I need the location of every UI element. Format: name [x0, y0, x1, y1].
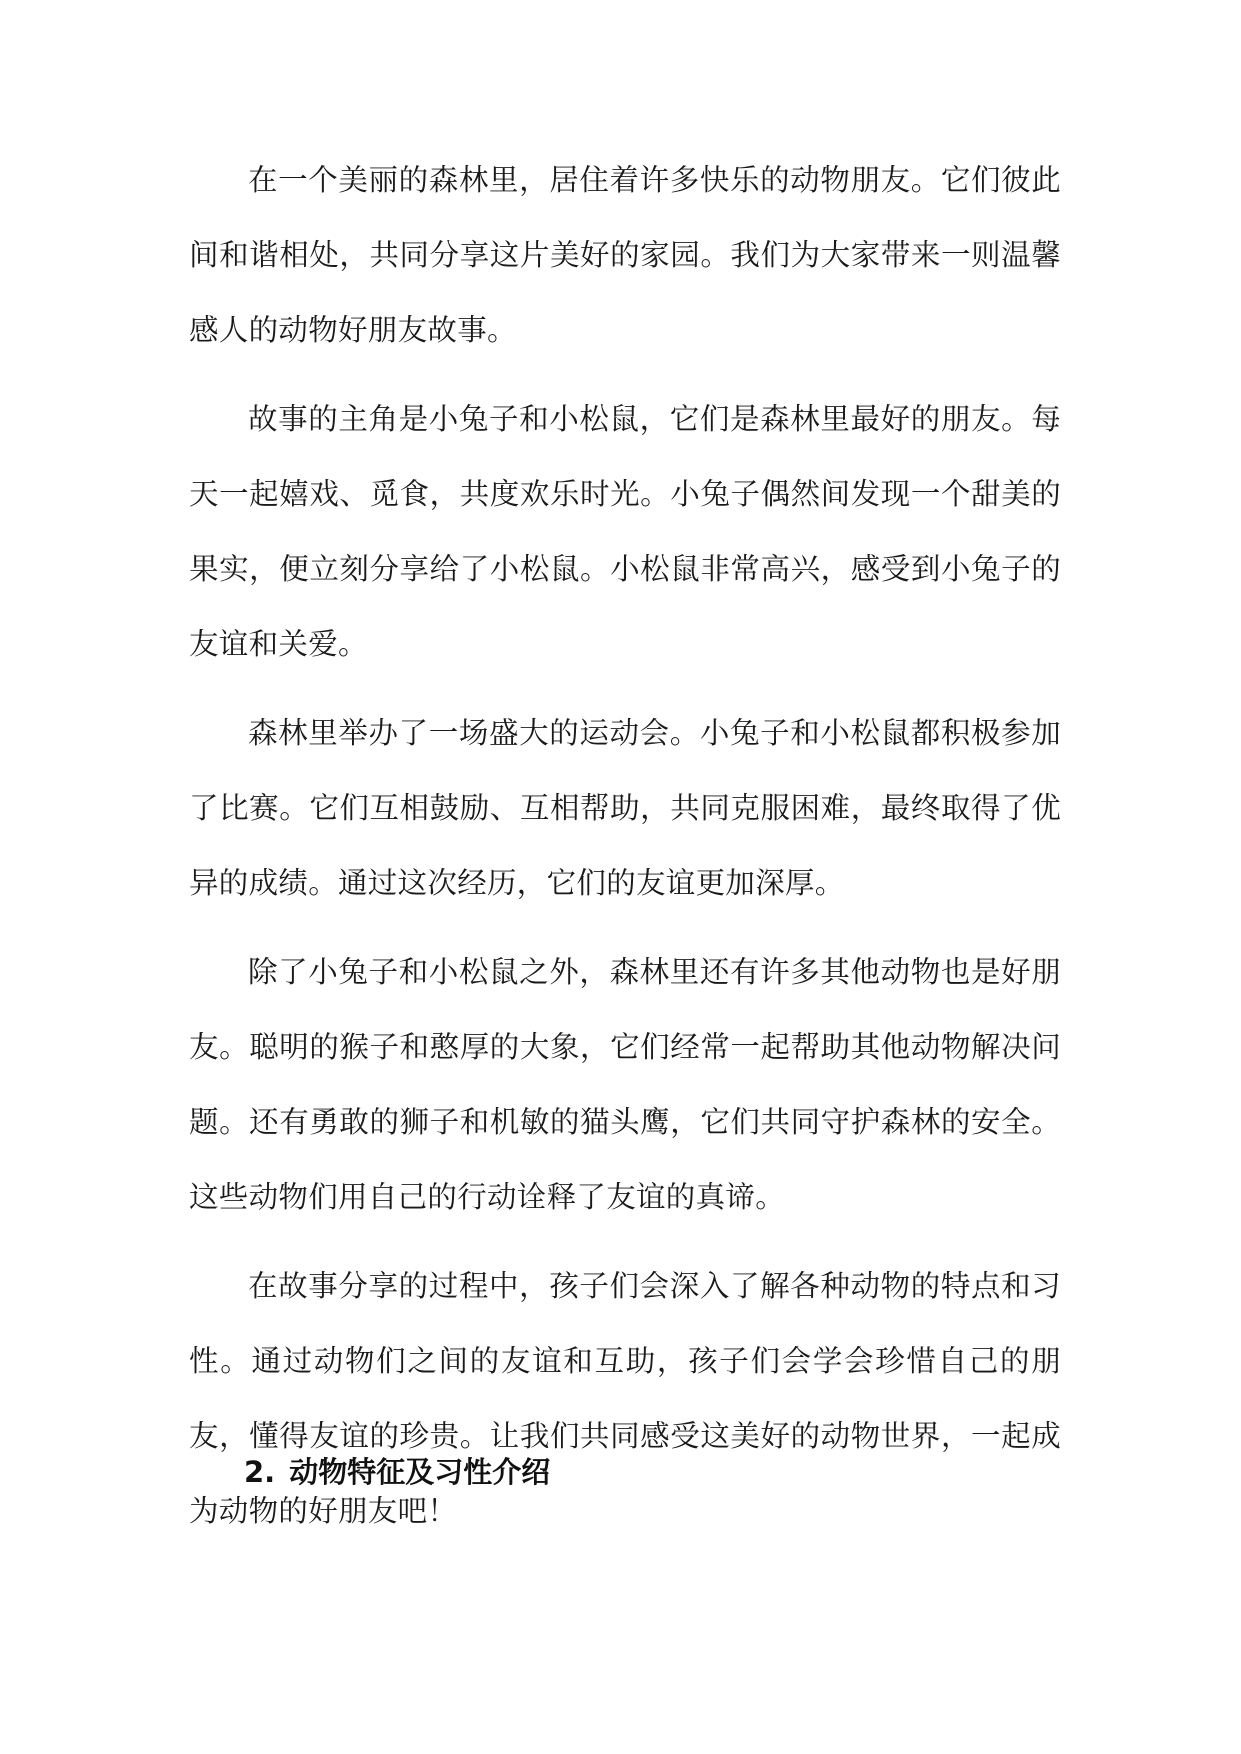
section-title: 动物特征及习性介绍: [289, 1455, 551, 1489]
paragraph-conclusion: 在故事分享的过程中，孩子们会深入了解各种动物的特点和习性。通过动物们之间的友谊和互助，孩子们会学会珍惜自己的朋友，懂得友谊的珍贵。让我们共同感受这美好的动物世界，一起成为动物的好朋友吧！: [189, 1269, 1061, 1528]
paragraph-other-animals: 除了小兔子和小松鼠之外，森林里还有许多其他动物也是好朋友。聪明的猴子和憨厚的大象，它们经常一起帮助其他动物解决问题。还有勇敢的狮子和机敏的猫头鹰，它们共同守护森林的安全。这些动物们用自己的行动诠释了友谊的真谛。: [189, 955, 1061, 1214]
paragraph-intro: 在一个美丽的森林里，居住着许多快乐的动物朋友。它们彼此间和谐相处，共同分享这片美好的家园。我们为大家带来一则温馨感人的动物好朋友故事。: [189, 163, 1061, 347]
paragraph-rabbit-squirrel: 故事的主角是小兔子和小松鼠，它们是森林里最好的朋友。每天一起嬉戏、觅食，共度欢乐时光。小兔子偶然间发现一个甜美的果实，便立刻分享给了小松鼠。小松鼠非常高兴，感受到小兔子的友谊和关爱。: [189, 402, 1061, 661]
paragraph-sports-meet: 森林里举办了一场盛大的运动会。小兔子和小松鼠都积极参加了比赛。它们互相鼓励、互相帮助，共同克服困难，最终取得了优异的成绩。通过这次经历，它们的友谊更加深厚。: [189, 716, 1061, 900]
story-body: [189, 143, 1061, 1563]
section-number: 2.: [244, 1455, 276, 1489]
section-heading: [244, 1452, 550, 1492]
